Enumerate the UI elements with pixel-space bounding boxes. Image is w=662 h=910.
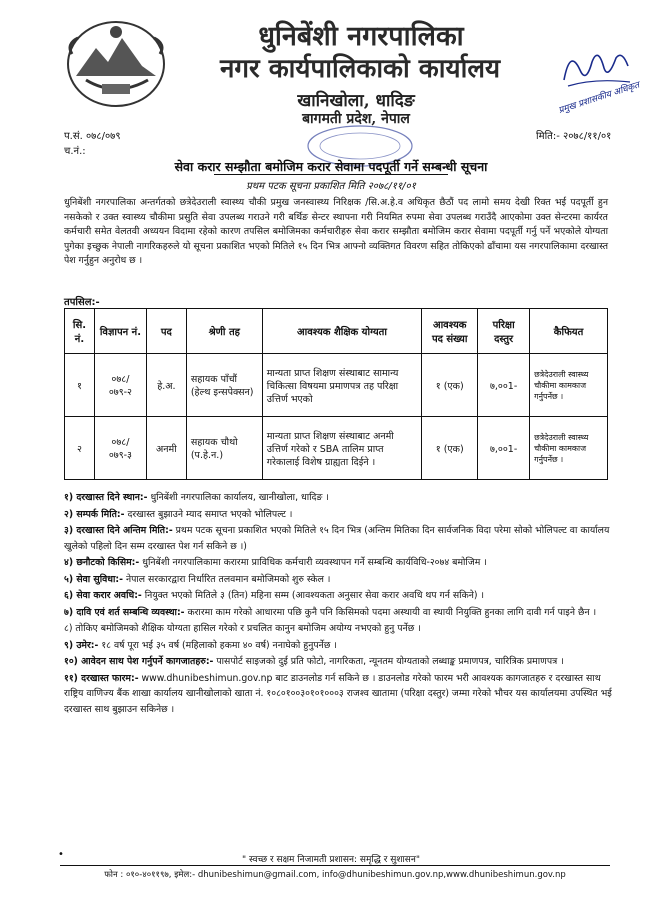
- item-text: www.dhunibeshimun.gov.np बाट डाउनलोड गर्न सकिने छ । डाउनलोड गरेको फारम भरी आवश्यक कागजातहरु र दरखास्त साथ राष्ट्रिय वाणिज्य बैंक शाखा कार्यालय खानीखोलाको खाता नं. १०८०१००३०१०१०००३ राजश्व खातामा (परिक्षा दस्तुर) जम्मा गरेको भौचर यस कार्यालयमा उपस्थित भई दरखास्त साथ बुझाउन सकिनेछ ।: [64, 672, 612, 715]
- item-label: ९) उमेर:-: [64, 639, 99, 651]
- footer-contact: फोन : ०१०-४०११९७, इमेल:- dhunibeshimun@gmail.com, info@dhunibeshimun.gov.np,www.dhunibeshimun.gov.np: [104, 870, 566, 880]
- cell-fee: ७,००1-: [478, 354, 530, 417]
- item-text: प्रथम पटक सूचना प्रकाशित भएको मितिले १५ दिन भित्र (अन्तिम मितिका दिन सार्वजनिक विदा परेमा सोको भोलिपल्ट वा कार्यालय खुलेको पहिलो दिन सम्म दरखास्त पेश गर्न सकिने छ ।): [64, 525, 610, 552]
- item-text: १८ वर्ष पूरा भई ३५ वर्ष (महिलाको हकमा ४० वर्ष) ननाघेको हुनुपर्नेछ ।: [98, 639, 337, 651]
- footer-motto: " स्वच्छ र सक्षम निजामती प्रशासन: समृद्धि र सुशासन": [241, 855, 421, 865]
- col-count: आवश्यक पद संख्या: [422, 309, 478, 354]
- footer-divider: [60, 865, 610, 866]
- item-label: ४) छनौटको किसिम:-: [64, 557, 140, 568]
- col-post: पद: [146, 309, 186, 354]
- cell-count: १ (एक): [422, 417, 478, 480]
- cell-remarks: छत्रेदेउराली स्वास्थ्य चौकीमा कामकाज गर्नुपर्नेछ ।: [530, 417, 608, 480]
- cell-remarks: छत्रेदेउराली स्वास्थ्य चौकीमा कामकाज गर्नुपर्नेछ ।: [530, 354, 608, 417]
- cell-ad-no: ०७८/ ०७९-२: [94, 354, 146, 417]
- cell-post: हे.अ.: [146, 354, 186, 417]
- list-item: [64, 638, 612, 654]
- reference-number: प.सं. ०७८/०७९: [64, 131, 121, 142]
- notice-subject: सेवा करार सम्झौता बमोजिम करार सेवामा पदपूर्ती गर्ने सम्बन्धी सूचना: [174, 159, 488, 174]
- list-item: [64, 523, 612, 554]
- cell-count: १ (एक): [422, 354, 478, 417]
- item-text: नियुक्त भएको मितिले ३ (तिन) महिना सम्म (आवश्यकता अनुसार सेवा करार अवधि थप गर्न सकिने) ।: [141, 590, 484, 601]
- list-item: [64, 621, 612, 637]
- details-label: तपसिल:-: [64, 297, 100, 308]
- col-sn: सि. नं.: [65, 309, 95, 354]
- dispatch-number: च.नं.:: [64, 146, 86, 157]
- item-label: १) दरखास्त दिने स्थान:-: [64, 492, 148, 503]
- item-text: धुनिबेंशी नगरपालिका कार्यालय, खानीखोला, धादिङ ।: [147, 492, 329, 503]
- vacancy-table: [64, 308, 608, 480]
- office-province: बागमती प्रदेश, नेपाल: [302, 111, 410, 127]
- item-text: नेपाल सरकारद्वारा निर्धारित तलवमान बमोजिमको शुरु स्केल ।: [122, 573, 331, 585]
- footer-bullet-icon: •: [58, 849, 64, 860]
- list-item: [64, 588, 612, 604]
- list-item: [64, 654, 612, 670]
- publish-date: प्रथम पटक सूचना प्रकाशित मिति २०७८/११/०१: [246, 181, 416, 192]
- municipality-name: धुनिबेंशी नगरपालिका: [258, 21, 464, 52]
- item-text: दरखास्त बुझाउने म्याद समाप्त भएको भोलिपल्ट ।: [124, 508, 293, 520]
- office-name: नगर कार्यपालिकाको कार्यालय: [219, 54, 501, 84]
- nepal-emblem-logo: [62, 14, 170, 114]
- item-text: करारमा काम गरेको आधारमा पछि कुनै पनि किसिमको पदमा अस्थायी वा स्थायी नियुक्ति हुनका लागि दावी गर्न पाइने छैन ।: [184, 606, 597, 618]
- list-item: [64, 671, 612, 718]
- cell-level: सहायक चौथो (प.हे.न.): [186, 417, 262, 480]
- item-label: ६) सेवा करार अवधि:-: [64, 590, 142, 601]
- item-label: ७) दावि एवं शर्त सम्बन्धि व्यवस्था:-: [64, 606, 185, 618]
- office-address: खानिखोला, धादिङ: [297, 91, 415, 111]
- list-item: [64, 490, 612, 506]
- list-item: [64, 507, 612, 523]
- table-header-row: [65, 309, 608, 354]
- cell-fee: ७,००1-: [478, 417, 530, 480]
- col-remarks: कैफियत: [530, 309, 608, 354]
- cell-ad-no: ०७८/ ०७९-३: [94, 417, 146, 480]
- item-label: ३) दरखास्त दिने अन्तिम मिति:-: [64, 525, 173, 536]
- col-fee: परिक्षा दस्तुर: [478, 309, 530, 354]
- subject-underline: [214, 174, 448, 175]
- table-row: [65, 417, 608, 480]
- item-text: ८) तोकिए बमोजिमको शैक्षिक योग्यता हासिल गरेको र प्रचलित कानुन बमोजिम अयोग्य नभएको हुनु पर्नेछ ।: [64, 623, 421, 634]
- item-text: धुनिबेंशी नगरपालिकामा करारमा प्राविधिक कर्मचारी व्यवस्थापन गर्ने सम्बन्धि कार्यविधि-२०७४ बमोजिम ।: [139, 557, 487, 568]
- item-label: ५) सेवा सुविधा:-: [64, 573, 123, 585]
- table-row: [65, 354, 608, 417]
- list-item: [64, 555, 612, 571]
- cell-level: सहायक पाँचौं (हेल्थ इन्सपेक्सन): [186, 354, 262, 417]
- col-qualification: आवश्यक शैक्षिक योग्यता: [262, 309, 422, 354]
- item-label: २) सम्पर्क मिति:-: [64, 508, 125, 520]
- cell-sn: २: [65, 417, 95, 480]
- cell-post: अनमी: [146, 417, 186, 480]
- item-label: ११) दरखास्त फारम:-: [64, 672, 139, 684]
- item-text: पासपोर्ट साइजको दुई प्रति फोटो, नागरिकता, न्यूनतम योग्यताको लब्धाङ्क प्रमाणपत्र, चारित्रिक प्रमाणपत्र ।: [213, 656, 564, 667]
- cell-qualification: मान्यता प्राप्त शिक्षण संस्थाबाट सामान्य चिकित्सा विषयमा प्रमाणपत्र तह परिक्षा उत्तिर्ण भएको: [262, 354, 422, 417]
- col-level: श्रेणी तह: [186, 309, 262, 354]
- list-item: [64, 605, 612, 621]
- notice-intro: धुनिबेंशी नगरपालिका अन्तर्गतको छत्रेदेउराली स्वास्थ्य चौकी प्रमुख जनस्वास्थ्य निरिक्षक /सि.अ.हे.व अधिकृत छैठौं पद लामो समय देखी रिक्त भई पदपूर्ती हुन नसकेको र उक्त स्वास्थ्य चौकीमा प्रसुति सेवा उपलब्ध गराउने गरी बर्थिङ सेन्टर स्थापना गरी नियमित रुपमा सेवा उपलब्ध गराउँदै आएकोमा उक्त सेन्टरमा कार्यरत कर्मचारी समेत वेलतवी अध्ययन विदामा रहेको कारण तपसिल बमोजिमका कर्मचारीहरु सेवा करार सम्झौता बमोजिम करार सेवामा पदपूर्ती गर्नु पर्ने भएकोले योग्यता पुगेका इच्छुक नेपाली नागरिकहरुले यो सूचना प्रकाशित भएको मितिले १५ दिन भित्र आफ्नो व्यक्तिगत विवरण सहित तोकिएको ढाँचामा यस नगरपालिकामा दरखास्त पेश गर्नुहुन अनुरोध छ ।: [64, 197, 608, 267]
- signature-designation: प्रमुख प्रशासकीय अधिकृत: [557, 80, 641, 117]
- conditions-list: [64, 490, 612, 718]
- notice-date: मिति:- २०७८/११/०१: [536, 131, 612, 142]
- cell-sn: १: [65, 354, 95, 417]
- item-label: १०) आवेदन साथ पेश गर्नुपर्ने कागजातहरु:-: [64, 656, 214, 667]
- list-item: [64, 572, 612, 588]
- cell-qualification: मान्यता प्राप्त शिक्षण संस्थाबाट अनमी उत्तिर्ण गरेको र SBA तालिम प्राप्त गरेकालाई विशेष ग्राह्यता दिईने ।: [262, 417, 422, 480]
- col-ad-no: विज्ञापन नं.: [94, 309, 146, 354]
